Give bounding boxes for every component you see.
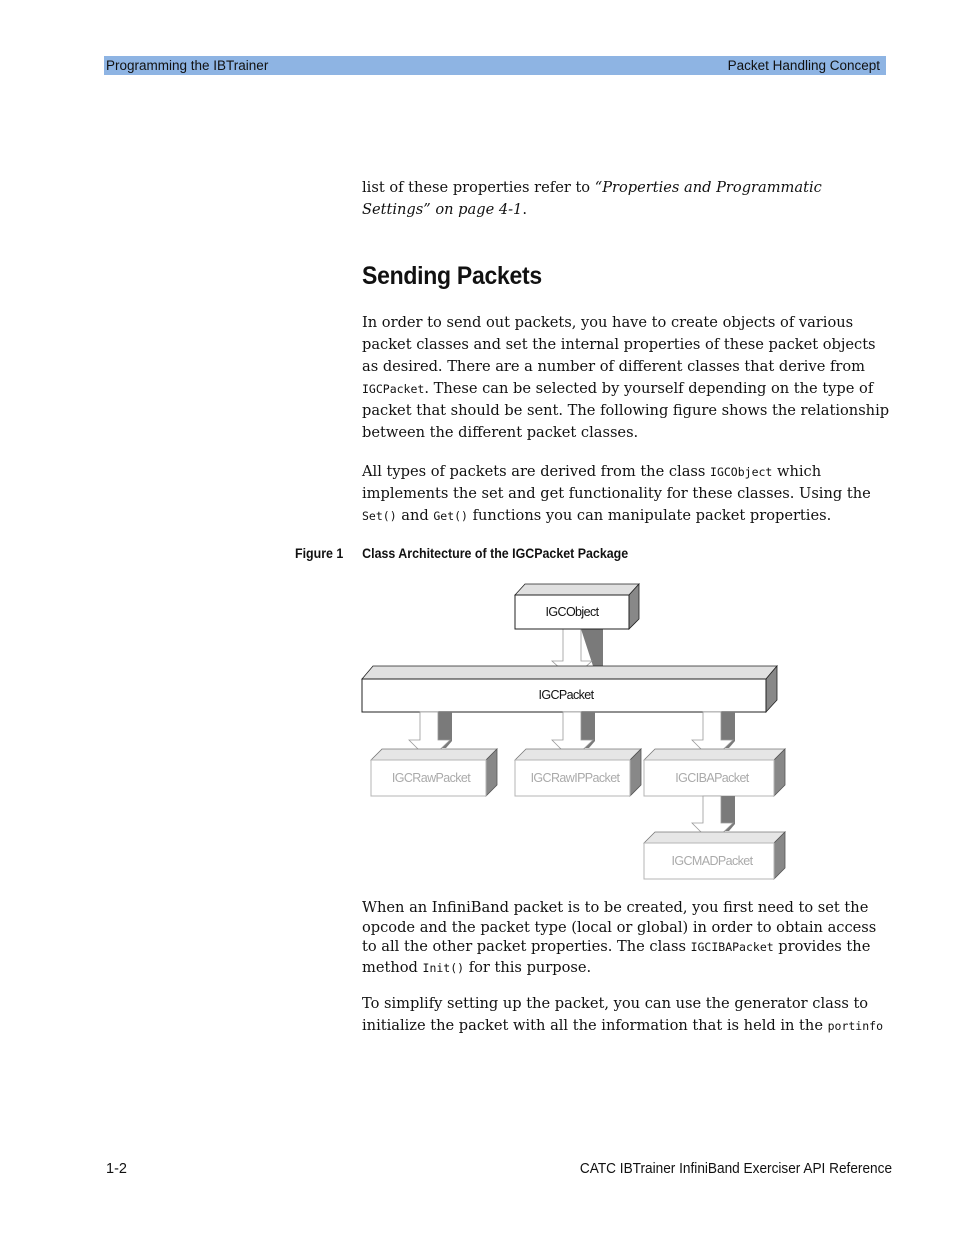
cross-reference-link[interactable]: “Properties and Programmatic Settings” on page 4-1 xyxy=(362,179,822,218)
para1-text-a: In order to send out packets, you have to create objects of various packet classes and set the internal properties of these packet objects as desired. There are a number of different classes that derive from xyxy=(362,314,876,375)
para4-code: portinfo xyxy=(827,1019,883,1033)
igcmadpacket-box xyxy=(644,832,785,879)
para4-text-a: To simplify setting up the packet, you can use the generator class to initialize the packet with all the information that is held in the xyxy=(362,995,869,1034)
footer-document-title: CATC IBTrainer InfiniBand Exerciser API Reference xyxy=(579,1161,892,1177)
para1-code: IGCPacket xyxy=(362,382,425,396)
para2-text-b: which implements the set and get functionality for these classes. Using the xyxy=(362,463,871,502)
para2-text-a: All types of packets are derived from the class xyxy=(362,463,711,480)
igcpacket-label: IGCPacket xyxy=(538,688,594,702)
para2-code-2: Set() xyxy=(362,509,397,523)
igcpacket-box xyxy=(362,666,777,712)
para2-text-c: and xyxy=(396,507,434,524)
para3-code-2: Init() xyxy=(422,960,465,975)
para2-text-d: functions you can manipulate packet properties. xyxy=(467,507,832,524)
igcibapacket-box xyxy=(644,749,785,796)
section-heading: Sending Packets xyxy=(362,262,542,290)
igcrawippacket-box xyxy=(515,749,641,796)
igcrawpacket-box xyxy=(371,749,497,796)
igcobject-box xyxy=(515,584,639,629)
igcobject-label: IGCObject xyxy=(545,605,599,619)
paragraph-3 xyxy=(362,898,892,978)
igcrawippacket-label: IGCRawIPPacket xyxy=(530,771,620,785)
para2-code-3: Get() xyxy=(433,509,468,523)
header-chapter: Programming the IBTrainer xyxy=(106,58,269,73)
para3-code-1: IGCIBAPacket xyxy=(690,940,774,954)
paragraph-4 xyxy=(362,993,892,1037)
para3-text-a: When an InfiniBand packet is to be created, you first need to set the opcode and the packet type (local or global) in order to obtain access to all the other packet properties. The class xyxy=(362,899,877,955)
igcmadpacket-label: IGCMADPacket xyxy=(671,854,753,868)
para1-text-b: . These can be selected by yourself depending on the type of packet that should be sent. The following figure shows the relationship between the different packet classes. xyxy=(362,380,890,441)
para3-text-c: for this purpose. xyxy=(464,958,592,976)
igcrawpacket-label: IGCRawPacket xyxy=(391,771,471,785)
para3-text-b: provides the method xyxy=(362,938,871,976)
para2-code-1: IGCObject xyxy=(710,465,773,479)
igcibapacket-label: IGCIBAPacket xyxy=(675,771,749,785)
figure-title: Class Architecture of the IGCPacket Package xyxy=(362,546,629,561)
figure-number: Figure 1 xyxy=(295,546,344,561)
intro-text: list of these properties refer to xyxy=(362,179,595,196)
intro-end: . xyxy=(522,201,527,218)
page-number: 1-2 xyxy=(106,1161,127,1177)
header-section: Packet Handling Concept xyxy=(727,58,880,73)
